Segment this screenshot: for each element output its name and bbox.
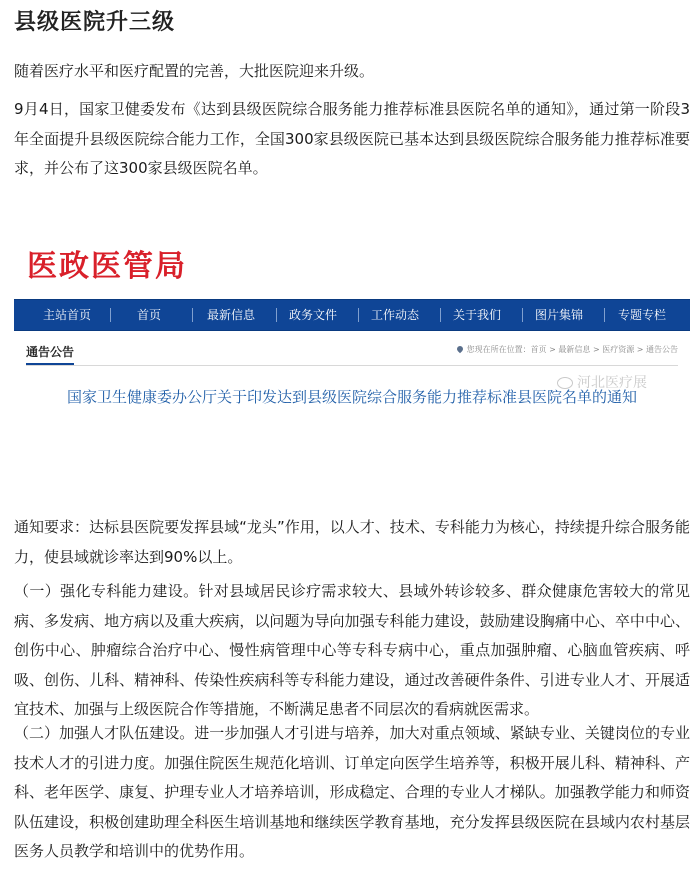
watermark-text: 河北医疗展 — [577, 375, 647, 391]
nav-divider — [110, 308, 111, 322]
location-pin-icon — [455, 345, 463, 353]
site-logo: 医政医管局 — [27, 249, 187, 284]
requirement-paragraph: 通知要求：达标县医院要发挥县域“龙头”作用，以人才、技术、专科能力为核心，持续提升综合服务能力，使县域就诊率达到90%以上。 — [14, 518, 690, 566]
breadcrumb-text: 您现在所在位置：首页 > 最新信息 > 医疗资源 > 通告公告 — [466, 345, 678, 354]
nav-item-home[interactable]: 首页 — [136, 308, 161, 322]
intro-paragraph: 随着医疗水平和医疗配置的完善，大批医院迎来升级。 — [14, 62, 375, 80]
nav-item-news[interactable]: 工作动态 — [370, 308, 419, 322]
site-navbar — [14, 299, 690, 331]
nav-item-topics[interactable]: 专题专栏 — [617, 308, 666, 322]
watermark — [557, 372, 647, 392]
section-title: 通告公告 — [26, 343, 74, 365]
article-title: 县级医院升三级 — [14, 10, 176, 35]
nav-divider — [358, 308, 359, 322]
breadcrumb — [457, 344, 678, 355]
section-header — [26, 343, 678, 366]
nav-item-latest[interactable]: 最新信息 — [206, 308, 255, 322]
notice-title-link[interactable]: 国家卫生健康委办公厅关于印发达到县级医院综合服务能力推荐标准县医院名单的通知 — [66, 388, 637, 406]
section-two-paragraph: （二）加强人才队伍建设。进一步加强人才引进与培养，加大对重点领域、紧缺专业、关键岗位的专业技术人才的引进力度。加强住院医生规范化培训、订单定向医学生培养等，积极开展儿科、精神科、产科、老年医学、康复、护理专业人才培养培训，形成稳定、合理的专业人才梯队。加强教学能力和师资队伍建设，积极创建助理全科医生培训基地和继续医学教育基地，充分发挥县级医院在县域内农村基层医务人员教学和培训中的优势作用。 — [14, 724, 690, 860]
section-one-paragraph: （一）强化专科能力建设。针对县域居民诊疗需求较大、县域外转诊较多、群众健康危害较大的常见病、多发病、地方病以及重大疾病，以问题为导向加强专科能力建设，鼓励建设胸痛中心、卒中中心、创伤中心、肿瘤综合治疗中心、慢性病管理中心等专科专病中心，重点加强肿瘤、心脑血管疾病、呼吸、创伤、儿科、精神科、传染性疾病科等专科能力建设，通过改善硬件条件、引进专业人才、开展适宜技术、加强与上级医院合作等措施，不断满足患者不同层次的看病就医需求。 — [14, 582, 690, 718]
nav-divider — [192, 308, 193, 322]
nav-item-policy[interactable]: 政务文件 — [288, 308, 337, 322]
nav-divider — [276, 308, 277, 322]
nav-divider — [440, 308, 441, 322]
nav-item-main-home[interactable]: 主站首页 — [42, 308, 91, 322]
nav-item-gallery[interactable]: 图片集锦 — [534, 308, 583, 322]
nav-item-about[interactable]: 关于我们 — [452, 308, 501, 322]
news-paragraph: 9月4日，国家卫健委发布《达到县级医院综合服务能力推荐标准县医院名单的通知》，通过第一阶段3年全面提升县级医院综合能力工作，全国300家县级医院已基本达到县级医院综合服务能力推荐标准要求，并公布了这300家县级医院名单。 — [14, 100, 690, 177]
nav-divider — [604, 308, 605, 322]
wechat-icon — [557, 377, 573, 389]
nav-divider — [522, 308, 523, 322]
